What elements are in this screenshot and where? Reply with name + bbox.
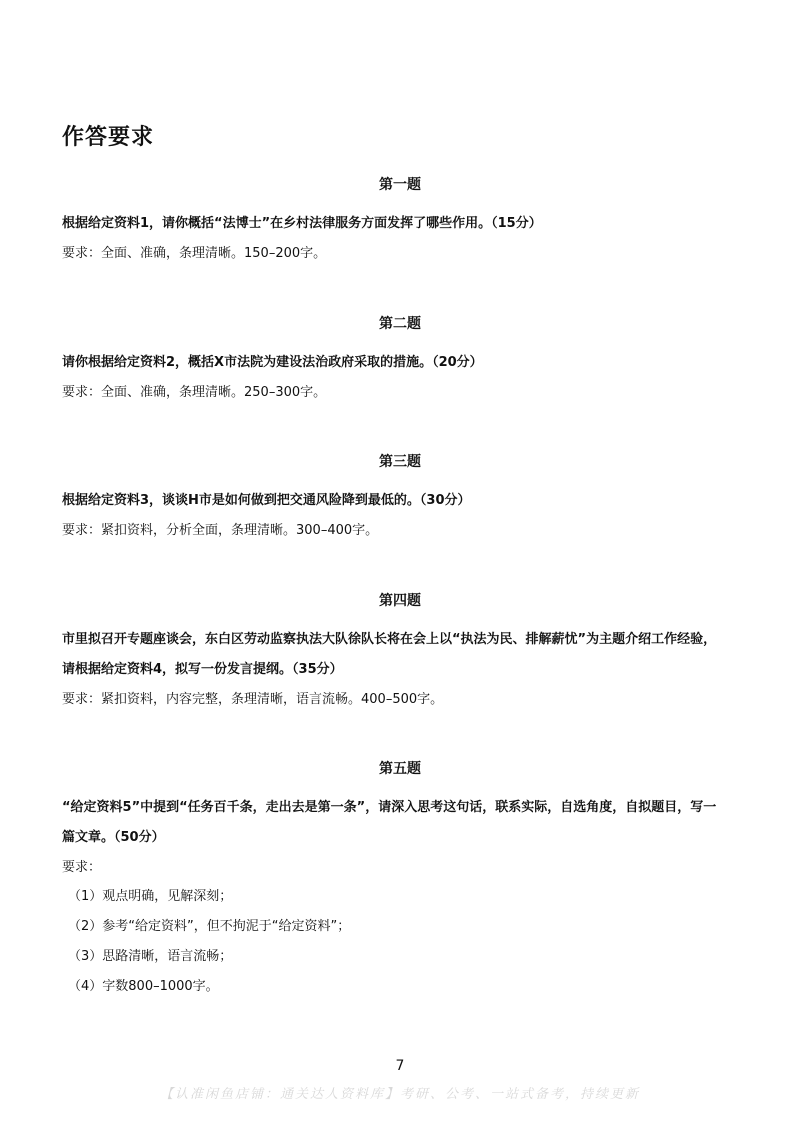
footer-watermark: 【认准闲鱼店铺：通关达人资料库】考研、公考、一站式备考，持续更新	[159, 1087, 640, 1102]
question-4-requirement: 要求：紧扣资料，内容完整，条理清晰，语言流畅。400–500字。	[62, 692, 444, 707]
question-2-prompt: 请你根据给定资料2，概括X市法院为建设法治政府采取的措施。（20分）	[62, 355, 483, 370]
question-5-heading: 第五题	[379, 761, 421, 777]
question-2-heading: 第二题	[379, 316, 421, 332]
question-5-requirement: 要求：	[62, 860, 102, 875]
question-5-requirement-item: （3）思路清晰，语言流畅；	[68, 949, 233, 964]
question-5-prompt-line-1: “给定资料5”中提到“任务百千条，走出去是第一条”，请深入思考这句话，联系实际，自选角度，自拟题目，写一	[62, 800, 717, 815]
question-2-requirement: 要求：全面、准确，条理清晰。250–300字。	[62, 385, 327, 400]
question-1-heading: 第一题	[379, 177, 421, 193]
question-4-prompt-line-2: 请根据给定资料4，拟写一份发言提纲。（35分）	[62, 662, 343, 677]
page-title: 作答要求	[62, 125, 155, 150]
question-5-requirement-item: （1）观点明确，见解深刻；	[68, 889, 233, 904]
question-4-heading: 第四题	[379, 593, 421, 609]
question-1-prompt: 根据给定资料1，请你概括“法博士”在乡村法律服务方面发挥了哪些作用。（15分）	[62, 216, 542, 231]
page-number: 7	[395, 1058, 405, 1074]
question-3-requirement: 要求：紧扣资料，分析全面，条理清晰。300–400字。	[62, 523, 379, 538]
question-5-requirement-item: （2）参考“给定资料”，但不拘泥于“给定资料”；	[68, 919, 351, 934]
question-1-requirement: 要求：全面、准确，条理清晰。150–200字。	[62, 246, 327, 261]
question-4-prompt-line-1: 市里拟召开专题座谈会，东白区劳动监察执法大队徐队长将在会上以“执法为民、排解薪忧”为主题介绍工作经验，	[62, 632, 717, 647]
question-5-requirement-item: （4）字数800–1000字。	[68, 979, 219, 994]
question-5-prompt-line-2: 篇文章。（50分）	[62, 830, 165, 845]
question-3-prompt: 根据给定资料3，谈谈H市是如何做到把交通风险降到最低的。（30分）	[62, 493, 471, 508]
question-3-heading: 第三题	[379, 454, 421, 470]
